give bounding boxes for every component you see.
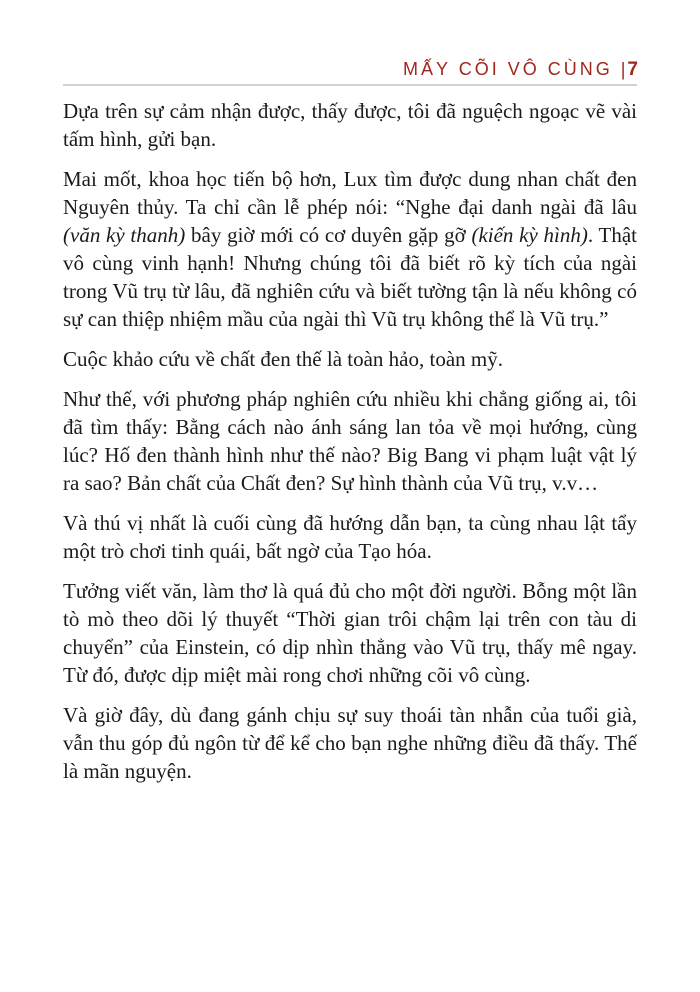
paragraph: Và giờ đây, dù đang gánh chịu sự suy thoái tàn nhẫn của tuổi già, vẫn thu góp đủ ngôn từ để kể cho bạn nghe những điều đã thấy. Thế là mãn nguyện. xyxy=(63,703,637,783)
running-title: MẤY CÕI VÔ CÙNG xyxy=(403,59,613,79)
paragraph: Tưởng viết văn, làm thơ là quá đủ cho một đời người. Bỗng một lần tò mò theo dõi lý thuyết “Thời gian trôi chậm lại trên con tàu di chuyển” của Einstein, có dịp nhìn thẳng vào Vũ trụ, thấy mê ngay. Từ đó, được dịp miệt mài rong chơi những cõi vô cùng. xyxy=(63,579,637,687)
paragraph: Mai mốt, khoa học tiến bộ hơn, Lux tìm được dung nhan chất đen Nguyên thủy. Ta chỉ cần lễ phép nói: “Nghe đại danh ngài đã lâu (văn kỳ thanh) bây giờ mới có cơ duyên gặp gỡ (kiến kỳ hình). Thật vô cùng vinh hạnh! Nhưng chúng tôi đã biết rõ kỳ tích của ngài trong Vũ trụ từ lâu, đã nghiên cứu và biết tường tận là nếu không có sự can thiệp nhiệm mầu của ngài thì Vũ trụ không thể là Vũ trụ.” xyxy=(63,167,637,331)
body-text xyxy=(63,97,637,797)
paragraph: Dựa trên sự cảm nhận được, thấy được, tôi đã nguệch ngoạc vẽ vài tấm hình, gửi bạn. xyxy=(63,99,637,151)
paragraph: Như thế, với phương pháp nghiên cứu nhiều khi chẳng giống ai, tôi đã tìm thấy: Bằng cách nào ánh sáng lan tỏa về mọi hướng, cùng lúc? Hố đen thành hình như thế nào? Big Bang vi phạm luật vật lý ra sao? Bản chất của Chất đen? Sự hình thành của Vũ trụ, v.v… xyxy=(63,387,637,495)
paragraph: Cuộc khảo cứu về chất đen thế là toàn hảo, toàn mỹ. xyxy=(63,347,503,371)
header-rule xyxy=(63,84,637,86)
paragraph: Và thú vị nhất là cuối cùng đã hướng dẫn bạn, ta cùng nhau lật tẩy một trò chơi tinh quái, bất ngờ của Tạo hóa. xyxy=(63,511,637,563)
running-header xyxy=(403,59,638,80)
header-separator: | xyxy=(620,58,626,80)
page-number: 7 xyxy=(627,59,638,80)
